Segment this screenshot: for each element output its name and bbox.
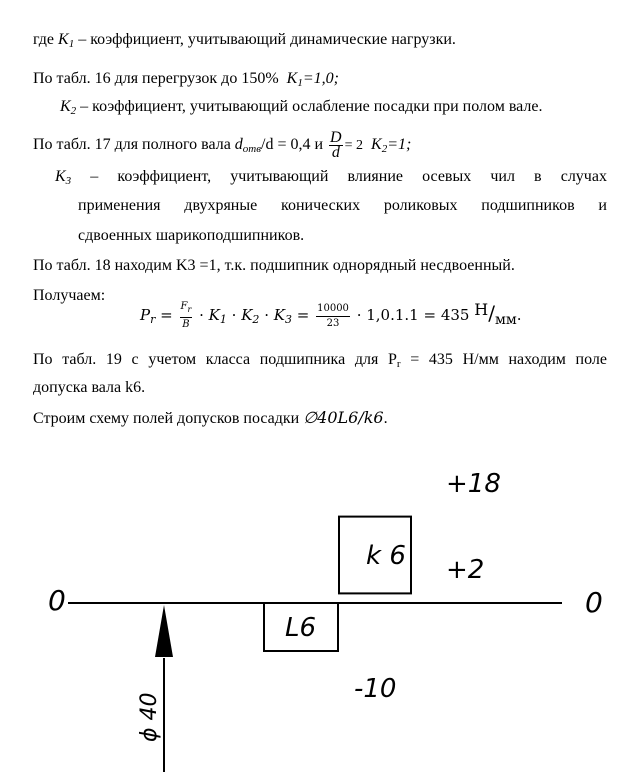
zero-label-right: 0 (585, 586, 603, 619)
subscript: 1 (219, 313, 227, 326)
value: =1,0; (302, 70, 339, 87)
bearing-field-label: L6 (285, 613, 317, 643)
k3-symbol: $K_3$ (55, 168, 72, 187)
symbol-d: d (234, 136, 243, 154)
text: /d = 0,4 и (261, 136, 328, 154)
paragraph-k2 (60, 97, 606, 121)
subscript: 1 (68, 38, 75, 50)
paragraph-k3-line1 (55, 167, 607, 191)
symbol-k: K (208, 306, 220, 324)
subscript: 2 (381, 143, 388, 156)
word: роликовых (383, 197, 458, 214)
word: конических (281, 197, 361, 214)
word: По (33, 351, 53, 368)
paragraph-k3-line2 (78, 196, 607, 216)
word: 435 (428, 351, 453, 368)
punctuation: . (383, 410, 388, 427)
upper-deviation-label: +18 (446, 469, 501, 499)
punctuation: . (516, 306, 522, 324)
word: и (598, 197, 607, 214)
value: = 2 (344, 138, 364, 154)
word: осевых (422, 168, 472, 185)
unit: мм (494, 312, 517, 328)
dot: · (231, 306, 237, 324)
zero-label-left: 0 (48, 584, 66, 617)
symbol-k: K (286, 70, 298, 87)
paragraph-table16 (33, 69, 606, 93)
word: чил (490, 168, 515, 185)
word: находим (508, 351, 566, 368)
word: двухряные (184, 197, 258, 214)
word: учетом (148, 351, 197, 368)
word: для (354, 351, 379, 368)
value: =1; (387, 136, 412, 154)
tolerance-diagram (0, 442, 620, 772)
paragraph-scheme (33, 408, 606, 429)
numerator: D (330, 129, 342, 146)
shaft-field-label: k 6 (366, 541, 406, 571)
denominator: d (331, 144, 340, 161)
subscript: 2 (70, 105, 77, 117)
text: где (33, 31, 59, 48)
text: – коэффициент, учитывающий динамические нагрузки. (74, 31, 456, 48)
paragraph-k3-line3: сдвоенных шарикоподшипников. (78, 227, 305, 244)
result: · 1,0.1.1 = 435 (356, 306, 470, 324)
text: Строим схему полей допусков посадки (33, 410, 304, 427)
word: случах (560, 168, 607, 185)
word: коэффициент, (117, 168, 212, 185)
word: с (131, 351, 139, 368)
symbol-k: K (58, 31, 69, 48)
fraction (329, 131, 343, 160)
symbol-k: K (241, 306, 253, 324)
unit: Н (474, 300, 489, 319)
word: применения (78, 197, 161, 214)
unit-slash: / (488, 301, 495, 325)
text: По табл. 16 для перегрузок до 150% (33, 70, 279, 87)
word: Н/мм (462, 351, 499, 368)
word: подшипника (259, 351, 346, 368)
text: – коэффициент, учитывающий ослабление посадки при полом вале. (76, 98, 543, 115)
symbol-p: P (140, 306, 151, 324)
symbol-k: K (371, 136, 382, 154)
paragraph-result-label: Получаем: (33, 287, 106, 304)
dot: · (199, 306, 204, 324)
load-formula (140, 300, 522, 332)
equals: = (160, 306, 173, 324)
subscript: 2 (252, 313, 260, 326)
word: подшипников (481, 197, 575, 214)
symbol-k: K (273, 306, 285, 324)
word: = (410, 351, 420, 368)
fraction-fr-b: $\frac{F_r}{B}$ (180, 301, 192, 330)
text: По табл. 17 для полного вала (33, 136, 235, 154)
word: класса (205, 351, 251, 368)
fit-designation: ∅40L6/k6 (303, 408, 384, 427)
subscript: 3 (284, 313, 292, 326)
p-r-symbol: $P_r$ (387, 351, 401, 370)
arrow-icon (155, 605, 173, 657)
paragraph-table18: По табл. 18 находим K3 =1, т.к. подшипник однорядный несдвоенный. (33, 257, 515, 274)
bearing-deviation-label: -10 (354, 674, 397, 704)
word: табл. (62, 351, 97, 368)
paragraph-table17 (33, 131, 606, 163)
subscript: r (150, 313, 156, 326)
paragraph-k1 (33, 30, 606, 54)
word: в (534, 168, 542, 185)
subscript: 1 (297, 77, 303, 89)
diameter-label: ϕ 40 (137, 692, 162, 742)
dot: · (264, 306, 269, 324)
symbol-k: K (60, 98, 71, 115)
word: 19 (105, 351, 122, 368)
word: поле (575, 351, 607, 368)
word: влияние (347, 168, 404, 185)
word: учитывающий (230, 168, 329, 185)
word: – (90, 168, 99, 185)
paragraph-table19-line1 (33, 350, 607, 374)
paragraph-table19-line2: допуска вала k6. (33, 379, 146, 396)
lower-deviation-label: +2 (446, 555, 485, 585)
fraction-numbers: $\frac{10000}{23}$ (317, 302, 349, 329)
subscript: отв (242, 143, 262, 156)
equals: = (296, 306, 310, 324)
